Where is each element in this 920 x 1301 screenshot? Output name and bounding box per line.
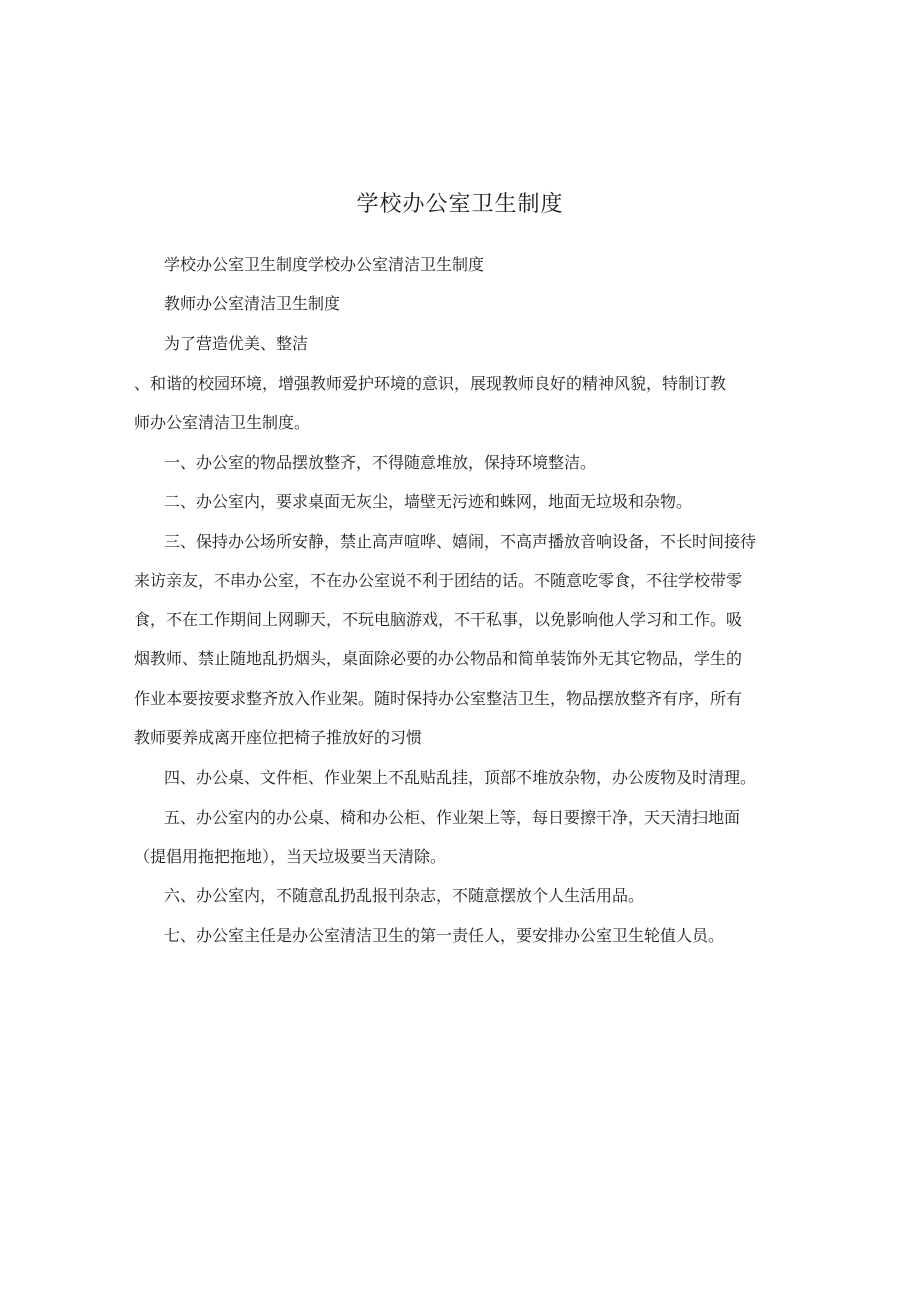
rule-1: 一、办公室的物品摆放整齐，不得随意堆放，保持环境整洁。	[164, 453, 597, 472]
rule-7: 七、办公室主任是办公室清洁卫生的第一责任人，要安排办公室卫生轮值人员。	[164, 926, 725, 945]
purpose-line-1: 、和谐的校园环境，增强教师爱护环境的意识，展现教师良好的精神风貌，特制订教	[134, 374, 727, 393]
rule-5-line-1: 五、办公室内的办公桌、椅和办公柜、作业架上等，每日要擦干净，天天清扫地面	[164, 808, 741, 827]
document-title: 学校办公室卫生制度	[356, 192, 564, 217]
rule-4: 四、办公桌、文件柜、作业架上不乱贴乱挂，顶部不堆放杂物，办公废物及时清理。	[164, 768, 757, 787]
intro-line-1: 学校办公室卫生制度学校办公室清洁卫生制度	[164, 255, 485, 274]
intro-line-2: 教师办公室清洁卫生制度	[164, 294, 341, 313]
rule-6: 六、办公室内，不随意乱扔乱报刊杂志，不随意摆放个人生活用品。	[164, 886, 645, 905]
rule-3-line-1: 三、保持办公场所安静，禁止高声喧哗、嬉闹，不高声播放音响设备，不长时间接待	[164, 532, 757, 551]
rule-3-line-2: 来访亲友，不串办公室，不在办公室说不利于团结的话。不随意吃零食，不往学校带零	[134, 571, 743, 590]
rule-2: 二、办公室内，要求桌面无灰尘，墙壁无污迹和蛛网，地面无垃圾和杂物。	[164, 492, 693, 511]
rule-5-line-2: （提倡用拖把拖地），当天垃圾要当天清除。	[134, 847, 447, 866]
intro-line-3: 为了营造优美、整洁	[164, 334, 309, 353]
rule-3-line-3: 食，不在工作期间上网聊天，不玩电脑游戏，不干私事，以免影响他人学习和工作。吸	[134, 610, 743, 629]
purpose-line-2: 师办公室清洁卫生制度。	[134, 413, 311, 432]
rule-3-line-4: 烟教师、禁止随地乱扔烟头，桌面除必要的办公物品和简单装饰外无其它物品，学生的	[134, 649, 743, 668]
rule-3-line-6: 教师要养成离开座位把椅子推放好的习惯	[134, 728, 423, 747]
rule-3-line-5: 作业本要按要求整齐放入作业架。随时保持办公室整洁卫生，物品摆放整齐有序，所有	[134, 689, 743, 708]
